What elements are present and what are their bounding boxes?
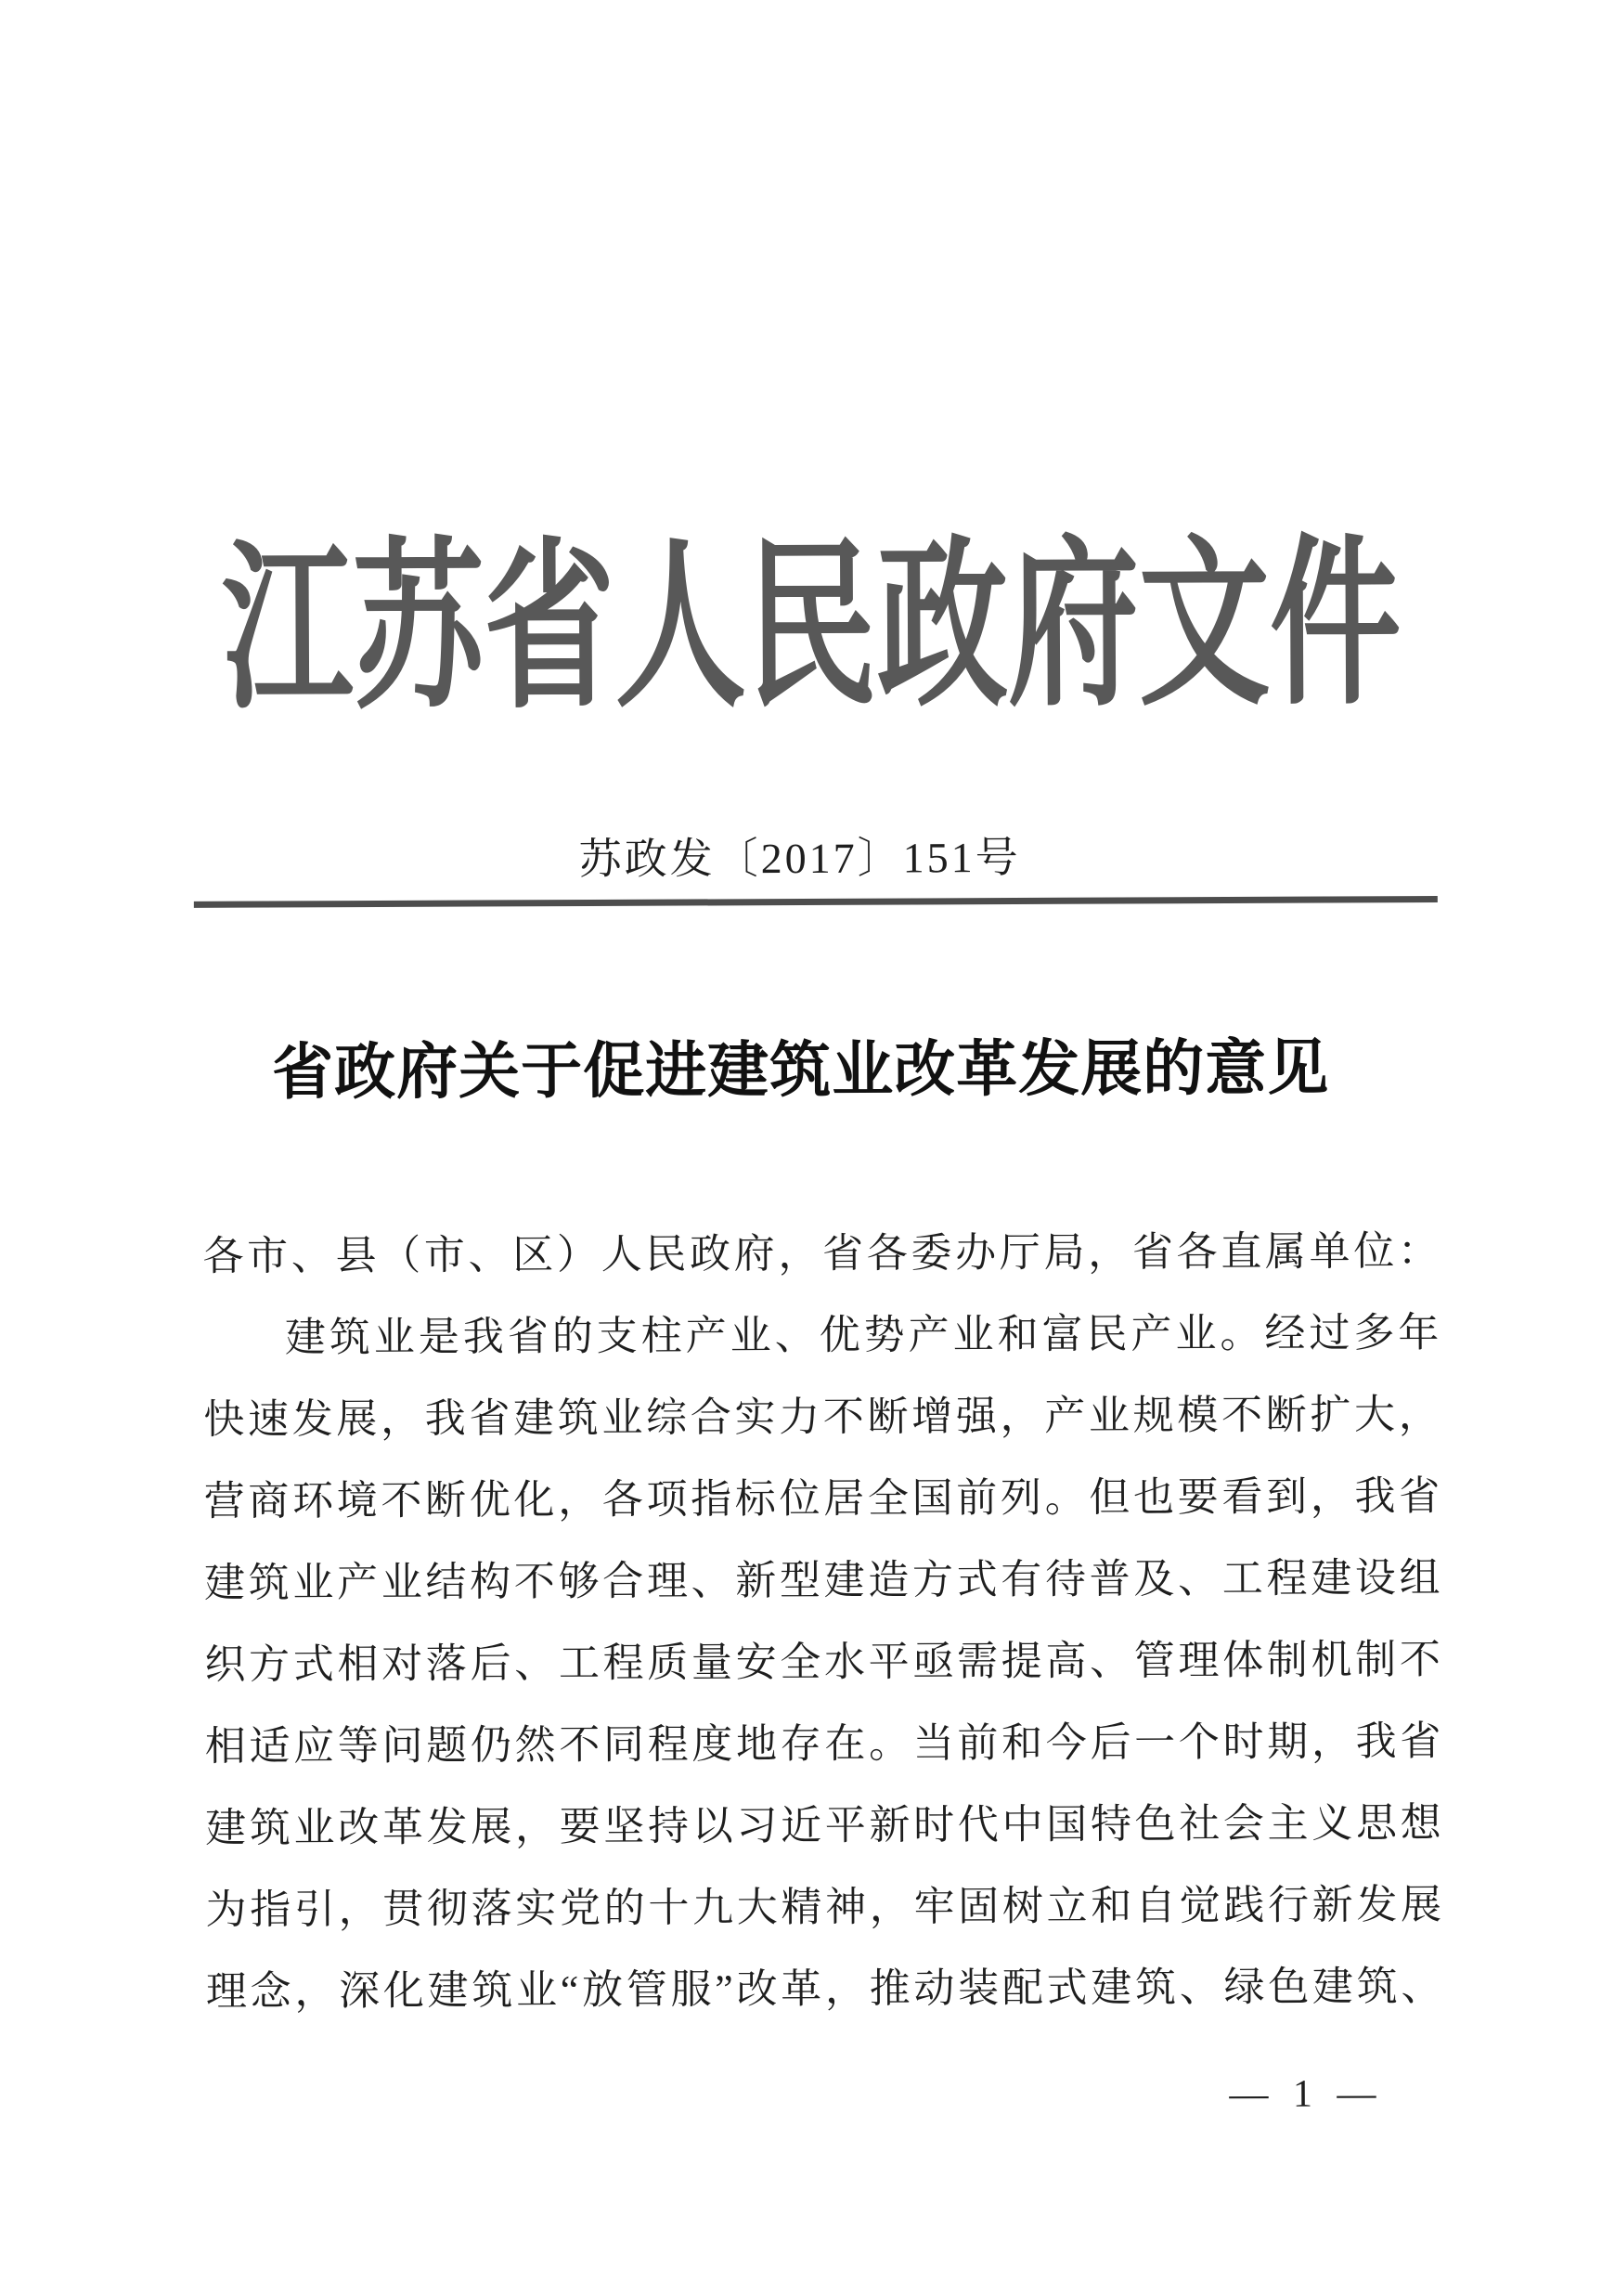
body-line: 建筑业产业结构不够合理、新型建造方式有待普及、工程建设组: [203, 1554, 1441, 1606]
body-line: 快速发展，我省建筑业综合实力不断增强，产业规模不断扩大，: [203, 1391, 1441, 1443]
salutation-line: 各市、县（市、区）人民政府，省各委办厅局，省各直属单位：: [202, 1228, 1440, 1279]
body-line: 织方式相对落后、工程质量安全水平亟需提高、管理体制机制不: [204, 1636, 1441, 1688]
masthead-divider-rule: [194, 896, 1438, 908]
document-title: 省政府关于促进建筑业改革发展的意见: [271, 1034, 1330, 1108]
body-line: 建筑业是我省的支柱产业、优势产业和富民产业。经过多年: [284, 1310, 1440, 1361]
body-line: 建筑业改革发展，要坚持以习近平新时代中国特色社会主义思想: [205, 1799, 1442, 1851]
body-line: 为指引，贯彻落实党的十九大精神，牢固树立和自觉践行新发展: [205, 1881, 1442, 1933]
body-line: 相适应等问题仍然不同程度地存在。当前和今后一个时期，我省: [204, 1718, 1441, 1770]
body-line: 营商环境不断优化，各项指标位居全国前列。但也要看到，我省: [203, 1472, 1441, 1524]
government-masthead-title: 江苏省人民政府文件: [221, 525, 1402, 732]
page-number: — 1 —: [1229, 2072, 1384, 2116]
body-line: 理念，深化建筑业“放管服”改革，推动装配式建筑、绿色建筑、: [205, 1963, 1443, 2015]
document-body: [202, 1211, 1442, 2033]
document-reference-number: 苏政发〔2017〕151号: [578, 833, 1021, 884]
